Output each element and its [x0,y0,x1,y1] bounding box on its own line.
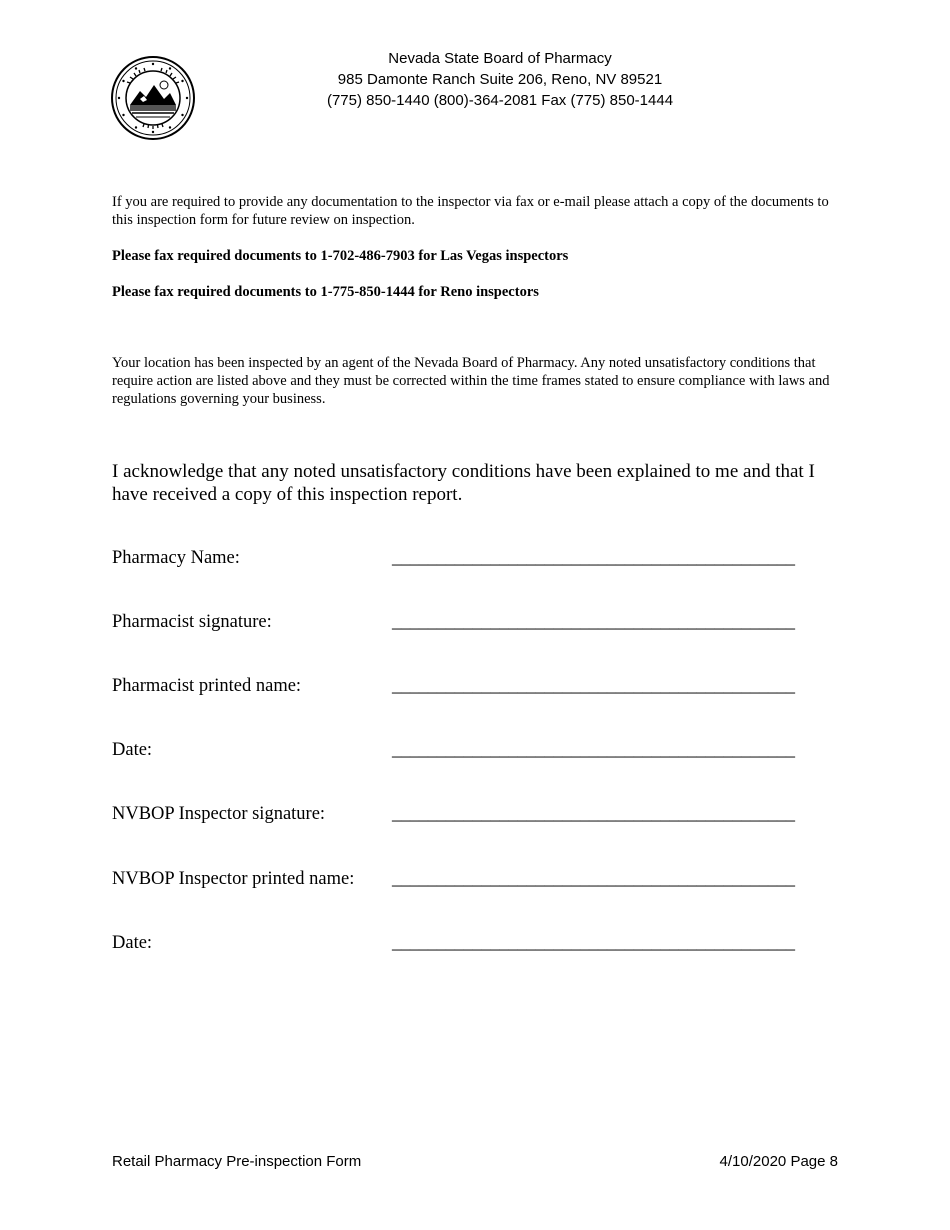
inspector-date-field[interactable] [112,930,812,960]
fax-reno-note: Please fax required documents to 1-775-850-1444 for Reno inspectors [112,284,539,300]
inspector-printed-name-field[interactable] [112,866,812,896]
signature-line[interactable]: _____________________________________________ [392,548,795,568]
field-label: Date: [112,933,153,953]
signature-line[interactable]: _____________________________________________ [392,676,795,696]
field-label: Pharmacist printed name: [112,676,302,696]
inspection-note: Your location has been inspected by an agent of the Nevada Board of Pharmacy. Any noted unsatisfactory conditions that require action are listed above and they must be corrected within the time frames stated to ensure compliance with laws and regulations governing your business. [112,355,830,407]
pharmacist-printed-name-field[interactable] [112,673,812,703]
pharmacist-signature-field[interactable] [112,609,812,639]
org-name: Nevada State Board of Pharmacy [388,50,612,67]
signature-line[interactable]: _____________________________________________ [392,740,795,760]
field-label: NVBOP Inspector printed name: [112,869,355,889]
signature-line[interactable]: _____________________________________________ [392,869,795,889]
pharmacist-date-field[interactable] [112,737,812,767]
field-label: Pharmacist signature: [112,612,272,632]
letterhead [250,48,750,111]
signature-line[interactable]: _____________________________________________ [392,612,795,632]
footer-date-page: 4/10/2020 Page 8 [719,1153,838,1170]
inspector-signature-field[interactable] [112,801,812,831]
acknowledgement-statement: I acknowledge that any noted unsatisfactory conditions have been explained to me and that I have received a copy of this inspection report. [112,461,815,505]
signature-line[interactable]: _____________________________________________ [392,933,795,953]
fax-las-vegas-note: Please fax required documents to 1-702-486-7903 for Las Vegas inspectors [112,248,569,264]
field-label: Pharmacy Name: [112,548,240,568]
field-label: Date: [112,740,153,760]
documentation-note: If you are required to provide any documentation to the inspector via fax or e-mail please attach a copy of the documents to this inspection form for future review on inspection. [112,194,829,228]
org-phones: (775) 850-1440 (800)-364-2081 Fax (775) 850-1444 [326,92,674,109]
footer-form-name: Retail Pharmacy Pre-inspection Form [112,1153,362,1170]
org-address: 985 Damonte Ranch Suite 206, Reno, NV 89521 [337,71,663,88]
field-label: NVBOP Inspector signature: [112,804,326,824]
pharmacy-name-field[interactable] [112,545,812,575]
signature-line[interactable]: _____________________________________________ [392,804,795,824]
state-seal-icon [110,55,196,141]
